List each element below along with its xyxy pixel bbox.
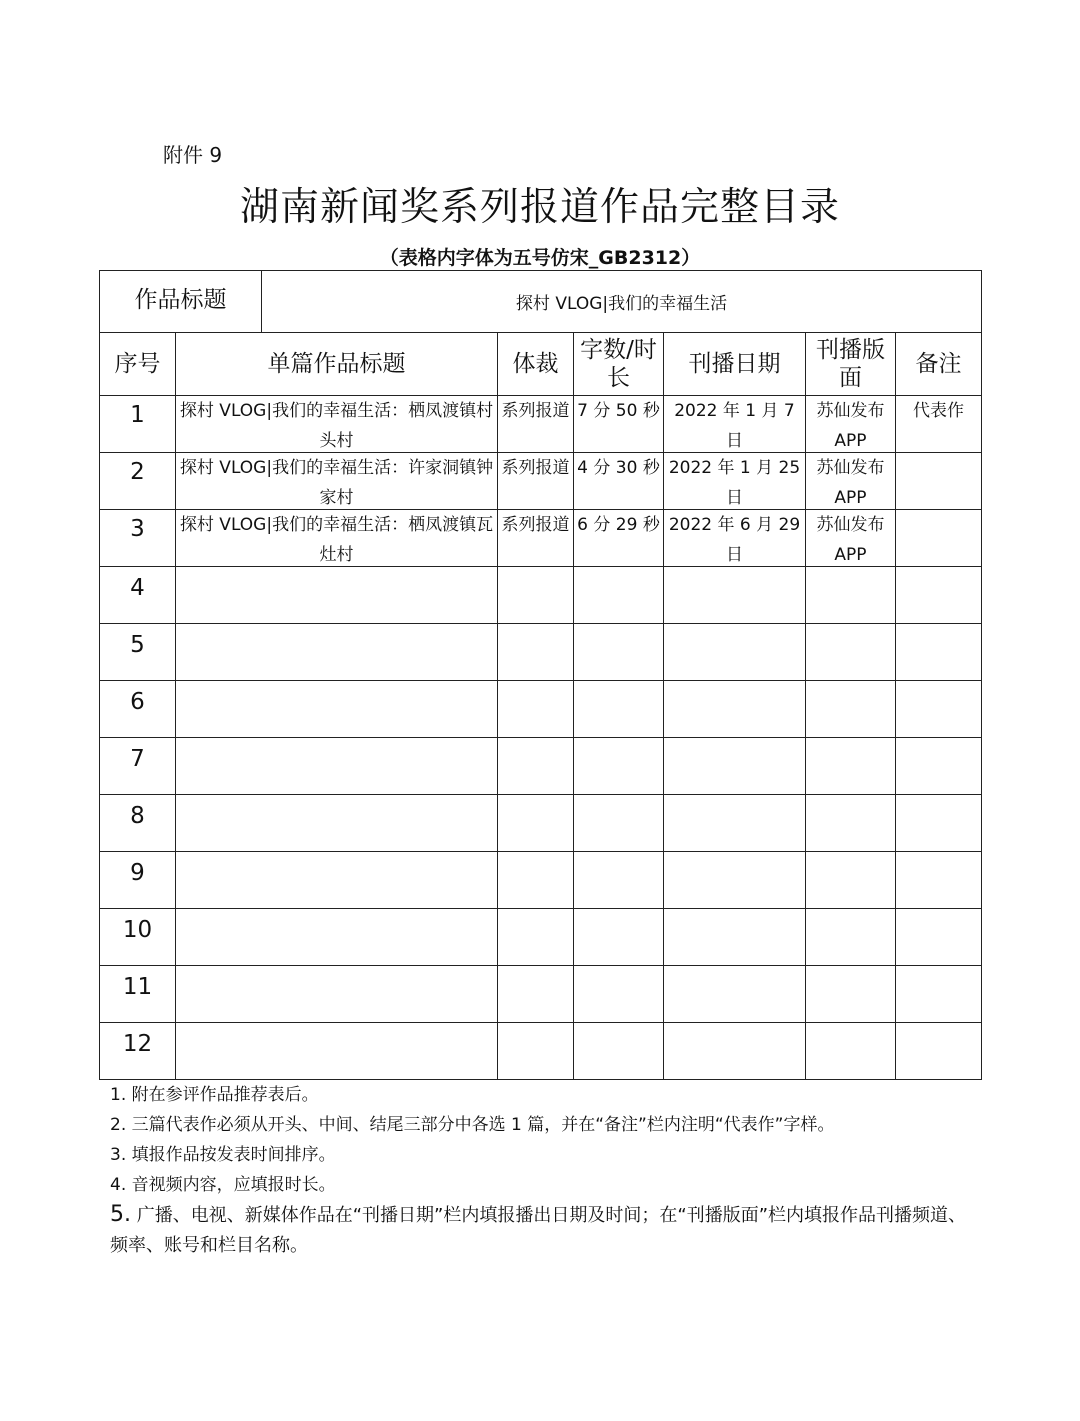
table-row: [100, 795, 982, 852]
row-number: 12: [100, 1023, 176, 1080]
row-title[interactable]: [176, 852, 498, 909]
row-number: 9: [100, 852, 176, 909]
row-title[interactable]: [176, 681, 498, 738]
row-genre[interactable]: [498, 909, 574, 966]
row-outlet[interactable]: [806, 795, 896, 852]
row-outlet[interactable]: 苏仙发布 APP: [806, 510, 896, 567]
row-genre[interactable]: [498, 966, 574, 1023]
header-title: 单篇作品标题: [176, 333, 498, 396]
header-date: 刊播日期: [664, 333, 806, 396]
row-genre[interactable]: 系列报道: [498, 510, 574, 567]
row-genre[interactable]: [498, 738, 574, 795]
row-length[interactable]: 4 分 30 秒: [574, 453, 664, 510]
note-1: 1. 附在参评作品推荐表后。: [110, 1085, 319, 1105]
row-title[interactable]: [176, 738, 498, 795]
note-5-number: 5.: [110, 1202, 131, 1227]
header-outlet: 刊播版面: [806, 333, 896, 396]
row-outlet[interactable]: 苏仙发布 APP: [806, 453, 896, 510]
row-length[interactable]: [574, 795, 664, 852]
row-length[interactable]: [574, 1023, 664, 1080]
row-date[interactable]: [664, 909, 806, 966]
row-remark[interactable]: 代表作: [896, 396, 982, 453]
table-row: [100, 510, 982, 567]
row-date[interactable]: 2022 年 1 月 7 日: [664, 396, 806, 453]
header-no: 序号: [100, 333, 176, 396]
row-remark[interactable]: [896, 681, 982, 738]
row-genre[interactable]: [498, 567, 574, 624]
row-number: 5: [100, 624, 176, 681]
document-subtitle: （表格内字体为五号仿宋_GB2312）: [379, 247, 701, 269]
row-title[interactable]: [176, 1023, 498, 1080]
document-title: 湖南新闻奖系列报道作品完整目录: [239, 185, 840, 230]
table-row: [100, 909, 982, 966]
row-date[interactable]: [664, 966, 806, 1023]
row-outlet[interactable]: [806, 681, 896, 738]
row-genre[interactable]: 系列报道: [498, 453, 574, 510]
row-number: 8: [100, 795, 176, 852]
row-genre[interactable]: [498, 795, 574, 852]
row-length[interactable]: 7 分 50 秒: [574, 396, 664, 453]
row-length[interactable]: [574, 624, 664, 681]
row-remark[interactable]: [896, 567, 982, 624]
table-row: [100, 567, 982, 624]
row-date[interactable]: [664, 681, 806, 738]
row-length[interactable]: [574, 681, 664, 738]
row-number: 6: [100, 681, 176, 738]
row-remark[interactable]: [896, 453, 982, 510]
row-remark[interactable]: [896, 738, 982, 795]
row-number: 4: [100, 567, 176, 624]
row-number: 10: [100, 909, 176, 966]
table-row: [100, 852, 982, 909]
attachment-label: 附件 9: [163, 143, 223, 167]
row-length[interactable]: [574, 966, 664, 1023]
row-length[interactable]: [574, 567, 664, 624]
table-row: [100, 681, 982, 738]
row-date[interactable]: [664, 852, 806, 909]
row-title[interactable]: [176, 909, 498, 966]
row-date[interactable]: [664, 738, 806, 795]
notes-section: [110, 1080, 980, 1261]
row-outlet[interactable]: [806, 738, 896, 795]
row-genre[interactable]: [498, 681, 574, 738]
catalog-table: [99, 270, 982, 1080]
row-length[interactable]: 6 分 29 秒: [574, 510, 664, 567]
header-row: [100, 333, 982, 396]
note-5: [110, 1200, 980, 1261]
note-2: 2. 三篇代表作必须从开头、中间、结尾三部分中各选 1 篇，并在“备注”栏内注明“代表作”字样。: [110, 1115, 835, 1135]
row-length[interactable]: [574, 909, 664, 966]
row-number: 2: [100, 453, 176, 510]
note-4: 4. 音视频内容，应填报时长。: [110, 1175, 336, 1195]
row-number: 11: [100, 966, 176, 1023]
row-number: 1: [100, 396, 176, 453]
work-title-value[interactable]: 探村 VLOG|我们的幸福生活: [262, 271, 982, 333]
row-outlet[interactable]: [806, 624, 896, 681]
row-outlet[interactable]: 苏仙发布 APP: [806, 396, 896, 453]
note-3: 3. 填报作品按发表时间排序。: [110, 1145, 336, 1165]
row-title[interactable]: [176, 567, 498, 624]
row-outlet[interactable]: [806, 909, 896, 966]
row-remark[interactable]: [896, 510, 982, 567]
row-title[interactable]: [176, 966, 498, 1023]
row-title[interactable]: [176, 624, 498, 681]
row-outlet[interactable]: [806, 852, 896, 909]
row-date[interactable]: [664, 624, 806, 681]
table-row: [100, 453, 982, 510]
row-title[interactable]: [176, 795, 498, 852]
row-date[interactable]: 2022 年 1 月 25 日: [664, 453, 806, 510]
row-remark[interactable]: [896, 1023, 982, 1080]
row-genre[interactable]: [498, 1023, 574, 1080]
table-row: [100, 966, 982, 1023]
row-remark[interactable]: [896, 624, 982, 681]
work-title-row: [100, 271, 982, 333]
row-remark[interactable]: [896, 909, 982, 966]
table-row: [100, 624, 982, 681]
row-length[interactable]: [574, 738, 664, 795]
row-remark[interactable]: [896, 795, 982, 852]
header-length: 字数/时长: [574, 333, 664, 396]
row-title[interactable]: 探村 VLOG|我们的幸福生活：栖凤渡镇村头村: [176, 396, 498, 453]
row-date[interactable]: [664, 1023, 806, 1080]
row-date[interactable]: 2022 年 6 月 29 日: [664, 510, 806, 567]
table-row: [100, 396, 982, 453]
row-outlet[interactable]: [806, 966, 896, 1023]
row-remark[interactable]: [896, 852, 982, 909]
note-5-text: 广播、电视、新媒体作品在“刊播日期”栏内填报播出日期及时间；在“刊播版面”栏内填报作品刊播频道、频率、账号和栏目名称。: [110, 1205, 967, 1256]
table-row: [100, 738, 982, 795]
row-number: 7: [100, 738, 176, 795]
row-date[interactable]: [664, 795, 806, 852]
row-date[interactable]: [664, 567, 806, 624]
header-genre: 体裁: [498, 333, 574, 396]
row-genre[interactable]: [498, 624, 574, 681]
row-genre[interactable]: [498, 852, 574, 909]
table-row: [100, 1023, 982, 1080]
work-title-label: 作品标题: [100, 271, 262, 333]
row-genre[interactable]: 系列报道: [498, 396, 574, 453]
row-number: 3: [100, 510, 176, 567]
row-title[interactable]: 探村 VLOG|我们的幸福生活：许家洞镇钟家村: [176, 453, 498, 510]
row-length[interactable]: [574, 852, 664, 909]
row-outlet[interactable]: [806, 1023, 896, 1080]
row-remark[interactable]: [896, 966, 982, 1023]
header-remark: 备注: [896, 333, 982, 396]
row-outlet[interactable]: [806, 567, 896, 624]
row-title[interactable]: 探村 VLOG|我们的幸福生活：栖凤渡镇瓦灶村: [176, 510, 498, 567]
